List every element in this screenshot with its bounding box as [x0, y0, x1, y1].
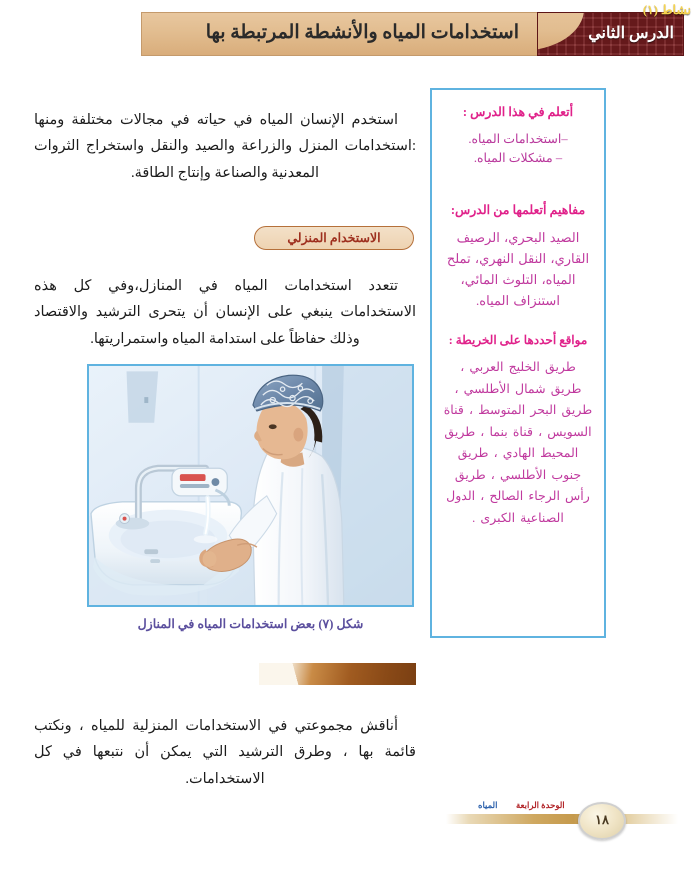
- page-header-banner: [141, 12, 684, 56]
- lesson-objectives-sidebar: [430, 88, 606, 638]
- list-item: –استخدامات المياه.: [468, 131, 568, 146]
- sidebar-spacer: [443, 185, 593, 201]
- footer-gold-bar: [446, 814, 678, 824]
- figure-caption: شكل (٧) بعض استخدامات المياه في المنازل: [137, 617, 364, 631]
- list-item: – مشكلات المياه.: [473, 151, 563, 166]
- section-badge-home-use: الاستخدام المنزلي: [254, 226, 414, 250]
- activity-banner: [259, 663, 416, 685]
- footer-unit-label: الوحدة الرابعة: [516, 800, 565, 810]
- page-footer: [0, 800, 699, 848]
- footer-topic-label: المياه: [478, 800, 498, 810]
- page-number: ١٨: [578, 802, 626, 840]
- sidebar-map-text: طريق الخليج العربي ، طريق شمال الأطلسي ، طريق البحر المتوسط ، قناة السويس ، قناة بنما ، طريق المحيط الهادي ، طريق جنوب الأطلسي ، طريق رأس الرجاء الصالح ، الدول الصناعية الكبرى .: [443, 360, 593, 525]
- sidebar-concepts-text: الصيد البحري، الرصيف القاري، النقل النهري، تملح المياه، التلوث المائي، استنزاف المياه.: [446, 230, 590, 309]
- sidebar-learn-heading: أتعلم في هذا الدرس :: [462, 105, 574, 119]
- sidebar-concepts-heading: مفاهيم أتعلمها من الدرس:: [450, 202, 586, 217]
- handwashing-photo-illustration: [89, 366, 412, 605]
- figure-photo-handwashing: [87, 364, 414, 607]
- intro-paragraph: استخدم الإنسان المياه في حياته في مجالات مختلفة ومنها :استخدامات المنزل والزراعة والصيد والنقل واستخراج الثروات المعدنية والصناعة وإنتاج الطاقة.: [34, 111, 416, 182]
- header-curve-notch: [537, 12, 584, 51]
- activity-badge-label: نشاط (١): [642, 3, 691, 17]
- home-use-paragraph: تتعدد استخدامات المياه في المنازل،وفي كل هذه الاستخدامات ينبغي على الإنسان أن يتحرى الترشيد والاقتصاد وذلك حفاظاً على استدامة المياه واستمراريتها.: [34, 277, 416, 348]
- sidebar-learn-list: [443, 130, 593, 169]
- page-title: استخدامات المياه والأنشطة المرتبطة بها: [205, 22, 519, 43]
- sidebar-map-heading: مواقع أحددها على الخريطة :: [448, 333, 588, 348]
- activity-paragraph: أناقش مجموعتي في الاستخدامات المنزلية للمياه ، ونكتب قائمة بها ، وطرق الترشيد التي يمكن أن نتبعها في كل الاستخدامات.: [34, 717, 416, 788]
- header-lesson-label: الدرس الثاني: [588, 25, 674, 42]
